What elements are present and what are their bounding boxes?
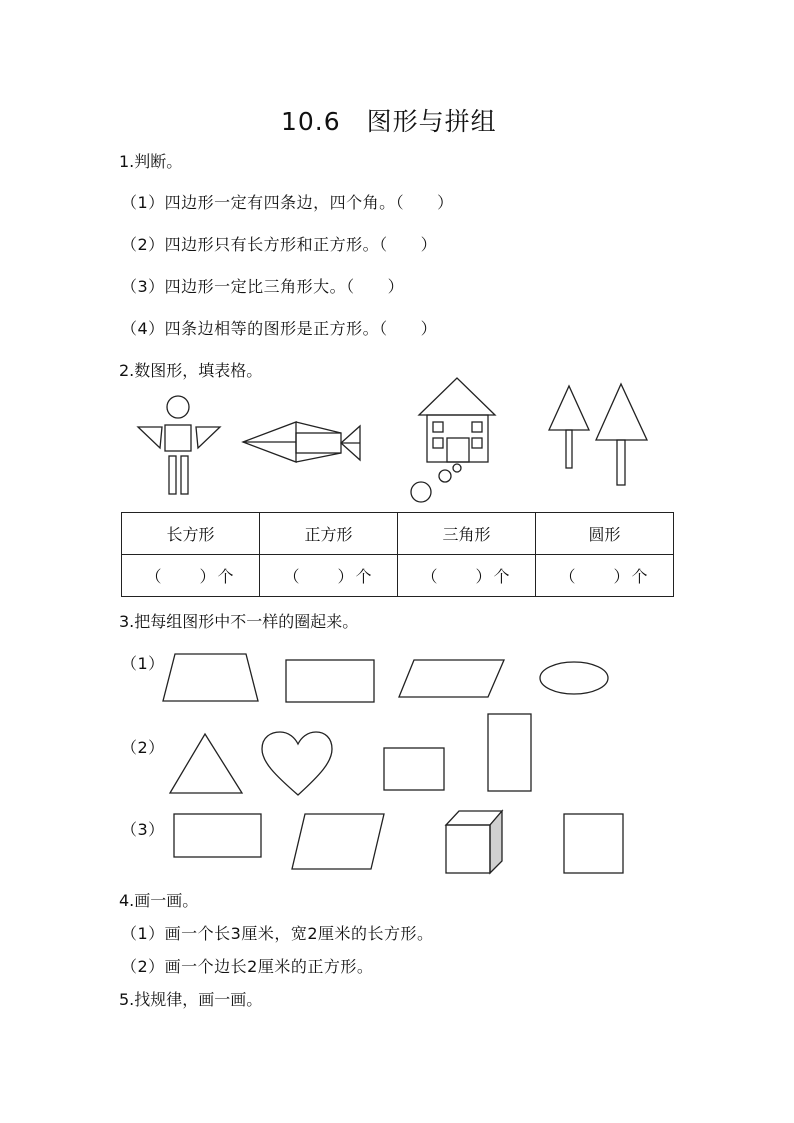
answer-cell-triangle[interactable]: （ ）个 (398, 555, 536, 597)
q1-item-3: （3）四边形一定比三角形大。（ ） (121, 277, 405, 296)
table-answer-row (122, 555, 674, 597)
house-figure (405, 376, 500, 506)
q3-group-2-label: （2） (121, 738, 165, 757)
tall-rectangle-shape (488, 714, 531, 791)
q1-item-4: （4）四条边相等的图形是正方形。（ ） (121, 319, 438, 338)
q3-group-3-shapes (170, 808, 630, 878)
header-circle: 圆形 (536, 513, 674, 555)
answer-cell-circle[interactable]: （ ）个 (536, 555, 674, 597)
answer-cell-rectangle[interactable]: （ ）个 (122, 555, 260, 597)
shape-count-table (121, 512, 674, 597)
header-triangle: 三角形 (398, 513, 536, 555)
triangle-shape (170, 734, 242, 793)
q1-item-2: （2）四边形只有长方形和正方形。（ ） (121, 235, 438, 254)
q3-heading: 3.把每组图形中不一样的圈起来。 (119, 612, 359, 631)
q2-heading: 2.数图形，填表格。 (119, 361, 263, 380)
q4-item-1: （1）画一个长3厘米，宽2厘米的长方形。 (121, 924, 434, 943)
q4-item-2: （2）画一个边长2厘米的正方形。 (121, 957, 374, 976)
cube-shape (446, 811, 502, 873)
heart-shape (262, 732, 332, 795)
header-square: 正方形 (260, 513, 398, 555)
rectangle-shape (384, 748, 444, 790)
q5-heading: 5.找规律，画一画。 (119, 990, 263, 1009)
square-shape (564, 814, 623, 873)
q3-group-1-shapes (160, 650, 620, 705)
q3-group-2-shapes (165, 710, 535, 800)
page-title: 10.6 图形与拼组 (281, 107, 497, 136)
trees-figure (545, 380, 655, 490)
robot-figure (130, 390, 230, 502)
trapezoid-shape (163, 654, 258, 701)
table-header-row (122, 513, 674, 555)
fish-figure (240, 416, 365, 471)
q1-heading: 1.判断。 (119, 152, 183, 171)
parallelogram-shape (399, 660, 504, 697)
parallelogram-shape (292, 814, 384, 869)
q3-group-1-label: （1） (121, 654, 165, 673)
ellipse-shape (540, 662, 608, 694)
answer-cell-square[interactable]: （ ）个 (260, 555, 398, 597)
rectangle-shape (174, 814, 261, 857)
q4-heading: 4.画一画。 (119, 891, 199, 910)
q1-item-1: （1）四边形一定有四条边，四个角。（ ） (121, 193, 454, 212)
header-rectangle: 长方形 (122, 513, 260, 555)
rectangle-shape (286, 660, 374, 702)
q3-group-3-label: （3） (121, 820, 165, 839)
